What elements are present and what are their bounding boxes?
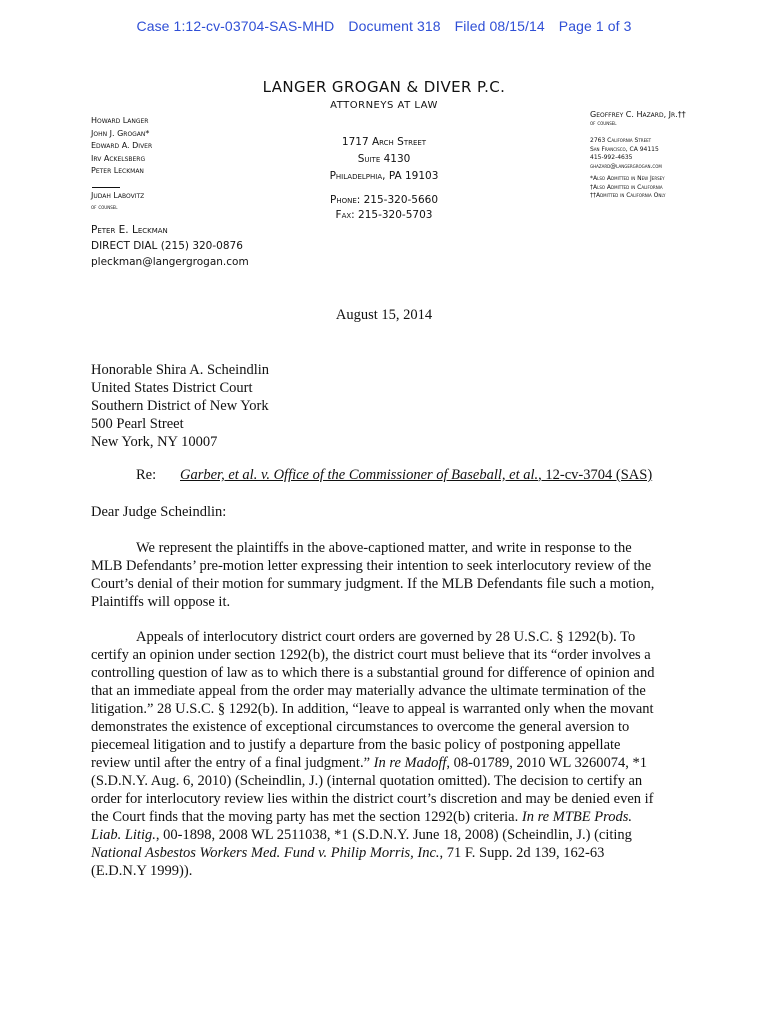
right-counsel-block [590,110,686,201]
firm-name: LANGER GROGAN & DIVER P.C. [262,78,506,96]
right-address-line: 2763 California Street [590,137,652,144]
recipient-line: Southern District of New York [91,398,269,414]
recipient-line: New York, NY 10007 [91,434,218,450]
right-address-line: 415-992-4635 [590,154,633,161]
case-citation: National Asbestos Workers Med. Fund v. Philip Morris, Inc. [91,845,440,861]
paragraph-line: order for interlocutory review lies within the district court’s discretion and may be denied even if [91,791,654,807]
paragraph-text: , 08-01789, 2010 WL 3260074, *1 [446,755,647,771]
address-line: Suite 4130 [357,153,411,165]
right-counsel-name: Geoffrey C. Hazard, Jr.†† [590,110,686,119]
paragraph-text: , 00-1898, 2008 WL 2511038, *1 (S.D.N.Y. June 18, 2008) (Scheindlin, J.) (citing [155,827,632,843]
case-citation: Liab. Litig. [91,827,156,843]
paragraph-line [91,826,681,844]
recipient-line: 500 Pearl Street [91,416,184,432]
admission-note: *Also Admitted in New Jersey [590,175,665,182]
ecf-case-number: Case 1:12-cv-03704-SAS-MHD [136,18,335,34]
paragraph-line: (E.D.N.Y 1999)). [91,863,193,879]
right-email: ghazard@langergrogan.com [590,162,662,170]
firm-fax: Fax: 215-320-5703 [335,209,433,221]
paragraph-line: controlling question of law as to which there is a substantial ground for difference of opinion and [91,665,655,681]
admission-notes [590,175,686,201]
firm-phone: Phone: 215-320-5660 [329,194,439,206]
paragraph-line [91,844,681,862]
recipient-line: Honorable Shira A. Scheindlin [91,362,270,378]
paragraph-line: Plaintiffs will oppose it. [91,594,231,610]
of-counsel-name: Judah Labovitz [91,190,145,200]
re-case-number: , 12-cv-3704 (SAS) [538,467,653,483]
paragraph-1 [91,539,681,611]
ecf-document-number: Document 318 [348,18,441,34]
sender-name: Peter E. Leckman [91,224,168,236]
paragraph-2 [91,628,681,880]
ecf-filed-date: Filed 08/15/14 [454,18,545,34]
ecf-header [0,18,768,34]
paragraph-line [91,539,681,557]
paragraph-text: review until after the entry of a final judgment.” [91,755,374,771]
partner-name: John J. Grogan* [91,128,150,138]
divider [92,187,120,188]
paragraph-line: piecemeal litigation and to justify a departure from the basic policy of postponing appellate [91,737,621,753]
sender-direct-dial: DIRECT DIAL (215) 320-0876 [91,240,243,252]
sender-email[interactable]: pleckman@langergrogan.com [91,256,249,268]
right-address-line: San Francisco, CA 94115 [590,145,659,153]
right-counsel-label: of counsel [590,119,617,127]
case-citation: In re Madoff [373,755,447,771]
re-case-name: Garber, et al. v. Office of the Commissioner of Baseball, et al. [180,467,539,483]
paragraph-line: certify an opinion under section 1292(b), the district court must believe that its “order involves a [91,647,651,663]
letter-date: August 15, 2014 [335,307,433,323]
paragraph-line [91,808,681,826]
ecf-page-count: Page 1 of 3 [558,18,632,34]
paragraph-text: , 71 F. Supp. 2d 139, 162-63 [439,845,605,861]
paragraph-text: Appeals of interlocutory district court orders are governed by 28 U.S.C. § 1292(b). To [136,629,636,645]
address-line: 1717 Arch Street [341,136,427,148]
paragraph-line: MLB Defendants’ pre-motion letter expressing their intention to seek interlocutory review of the [91,558,652,574]
paragraph-line: that an immediate appeal from the order may materially advance the ultimate termination of the [91,683,646,699]
case-citation: In re MTBE Prods. [521,809,632,825]
re-label: Re: [136,467,157,483]
admission-note: ††Admitted in California Only [590,192,666,199]
recipient-block [91,361,269,451]
admission-note: †Also Admitted in California [590,183,663,191]
paragraph-line [91,628,681,646]
salutation: Dear Judge Scheindlin: [91,504,227,520]
sender-block [91,222,249,270]
of-counsel-label: of counsel [91,204,118,211]
paragraph-line: (S.D.N.Y. Aug. 6, 2010) (Scheindlin, J.) (internal quotation omitted). The decision to certify an [91,773,643,789]
partner-name: Howard Langer [91,116,149,125]
partner-name: Peter Leckman [91,166,144,175]
firm-subtitle: ATTORNEYS AT LAW [330,100,438,111]
paragraph-text: the Court finds that the moving party has met the section 1292(b) criteria. [91,809,522,825]
paragraph-line: Court’s denial of their motion for summary judgment. If the MLB Defendants file such a motion, [91,576,655,592]
partner-name: Edward A. Diver [91,141,153,150]
re-line [136,467,652,484]
recipient-line: United States District Court [91,380,253,396]
paragraph-line [91,754,681,772]
partner-name: Irv Ackelsberg [91,153,146,163]
paragraph-line: demonstrates the existence of exceptional circumstances to overcome the general aversion to [91,719,630,735]
paragraph-line: litigation.” 28 U.S.C. § 1292(b). In addition, “leave to appeal is warranted only when the movant [91,701,654,717]
paragraph-text: We represent the plaintiffs in the above-captioned matter, and write in response to the [136,540,632,556]
address-line: Philadelphia, PA 19103 [329,170,439,182]
